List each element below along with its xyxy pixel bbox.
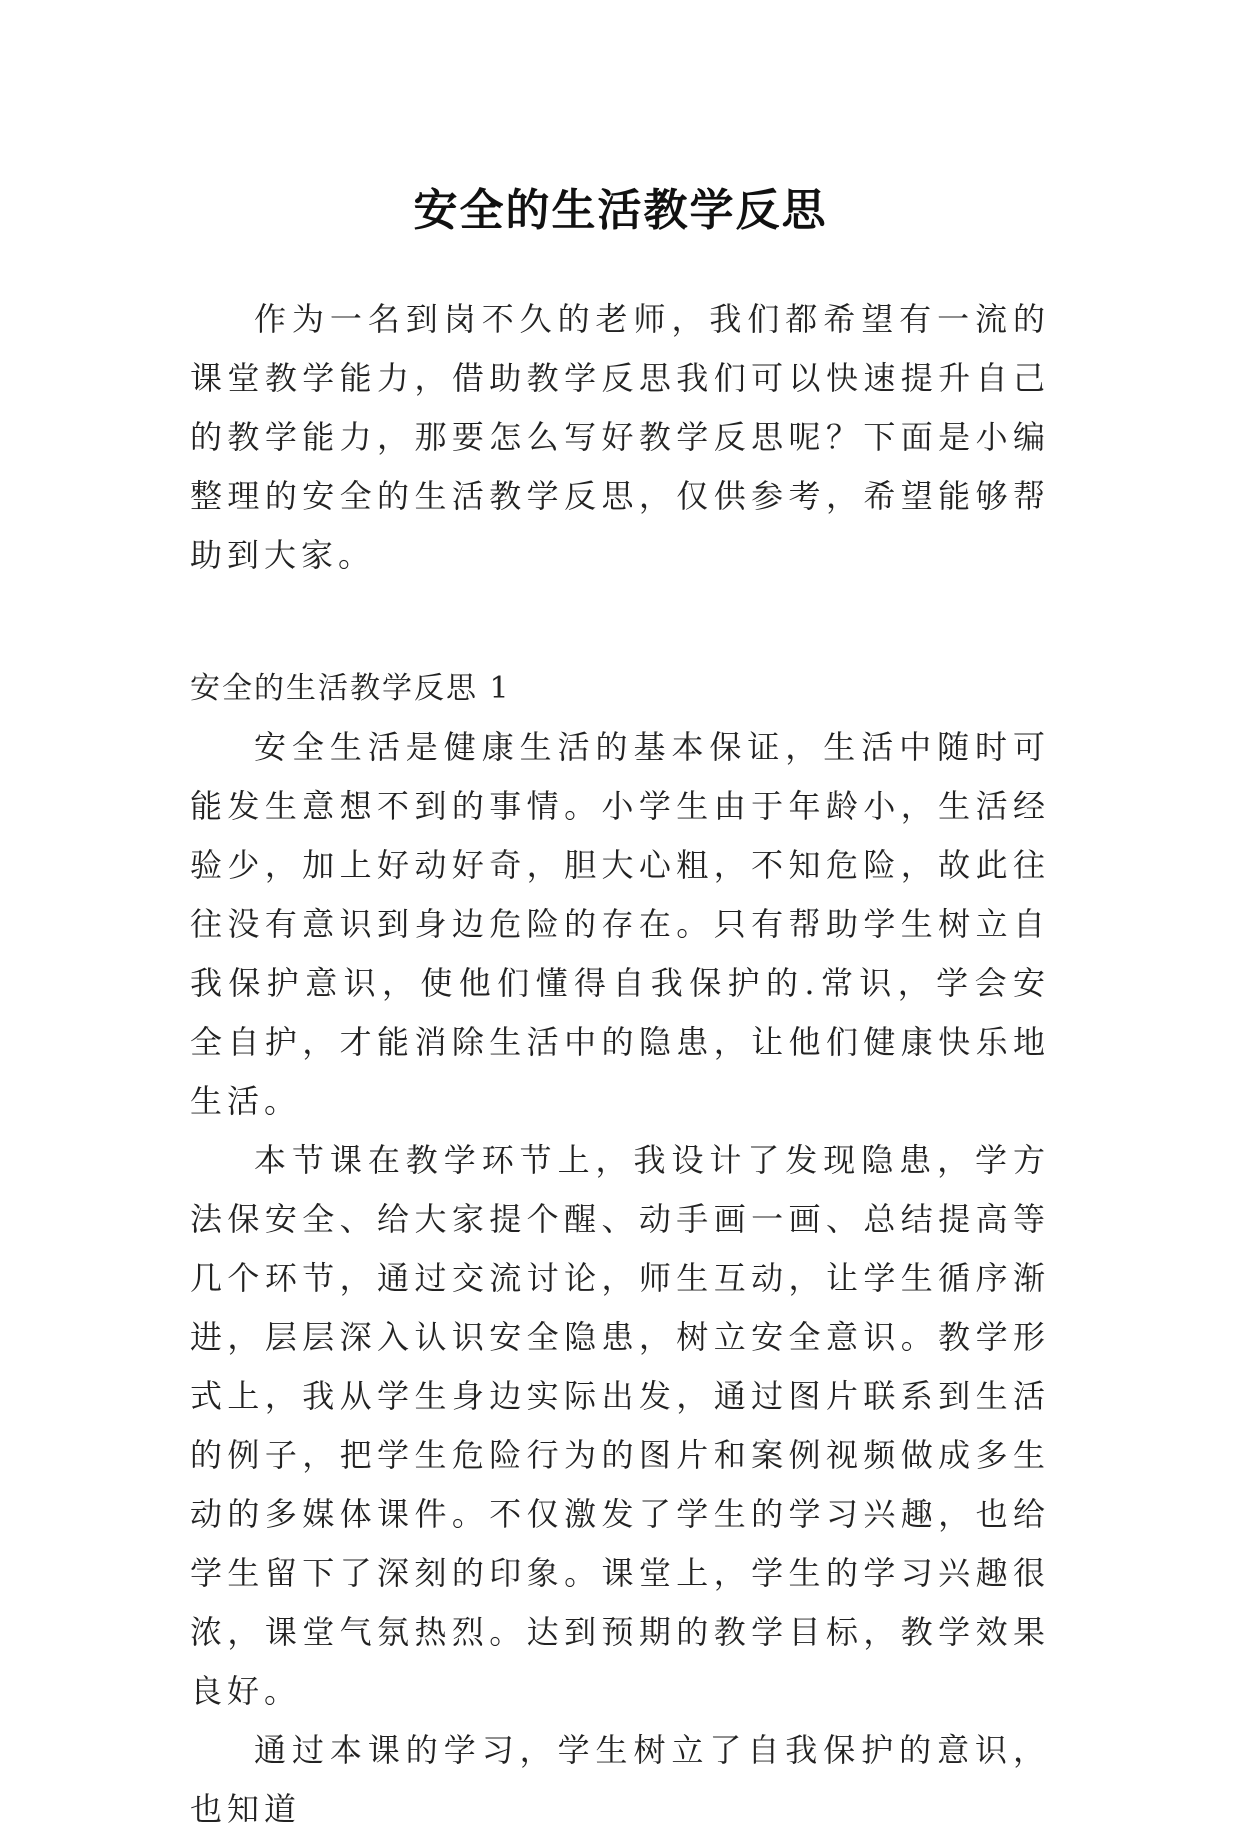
body-paragraph-3: 通过本课的学习，学生树立了自我保护的意识，也知道 — [190, 1731, 1050, 1828]
document-body — [190, 290, 1050, 1839]
section-heading: 安全的生活教学反思 1 — [190, 671, 511, 706]
body-paragraph-1: 安全生活是健康生活的基本保证，生活中随时可能发生意想不到的事情。小学生由于年龄小，生活经验少，加上好动好奇，胆大心粗，不知危险，故此往往没有意识到身边危险的存在。只有帮助学生树立自我保护意识，使他们懂得自我保护的.常识，学会安全自护，才能消除生活中的隐患，让他们健康快乐地生活。 — [190, 728, 1050, 1120]
body-paragraph-2: 本节课在教学环节上，我设计了发现隐患，学方法保安全、给大家提个醒、动手画一画、总结提高等几个环节，通过交流讨论，师生互动，让学生循序渐进，层层深入认识安全隐患，树立安全意识。教学形式上，我从学生身边实际出发，通过图片联系到生活的例子，把学生危险行为的图片和案例视频做成多生动的多媒体课件。不仅激发了学生的学习兴趣，也给学生留下了深刻的印象。课堂上，学生的学习兴趣很浓，课堂气氛热烈。达到预期的教学目标，教学效果良好。 — [190, 1141, 1050, 1710]
intro-paragraph: 作为一名到岗不久的老师，我们都希望有一流的课堂教学能力，借助教学反思我们可以快速提升自己的教学能力，那要怎么写好教学反思呢？下面是小编整理的安全的生活教学反思，仅供参考，希望能够帮助到大家。 — [190, 300, 1050, 574]
document-title: 安全的生活教学反思 — [413, 185, 828, 237]
